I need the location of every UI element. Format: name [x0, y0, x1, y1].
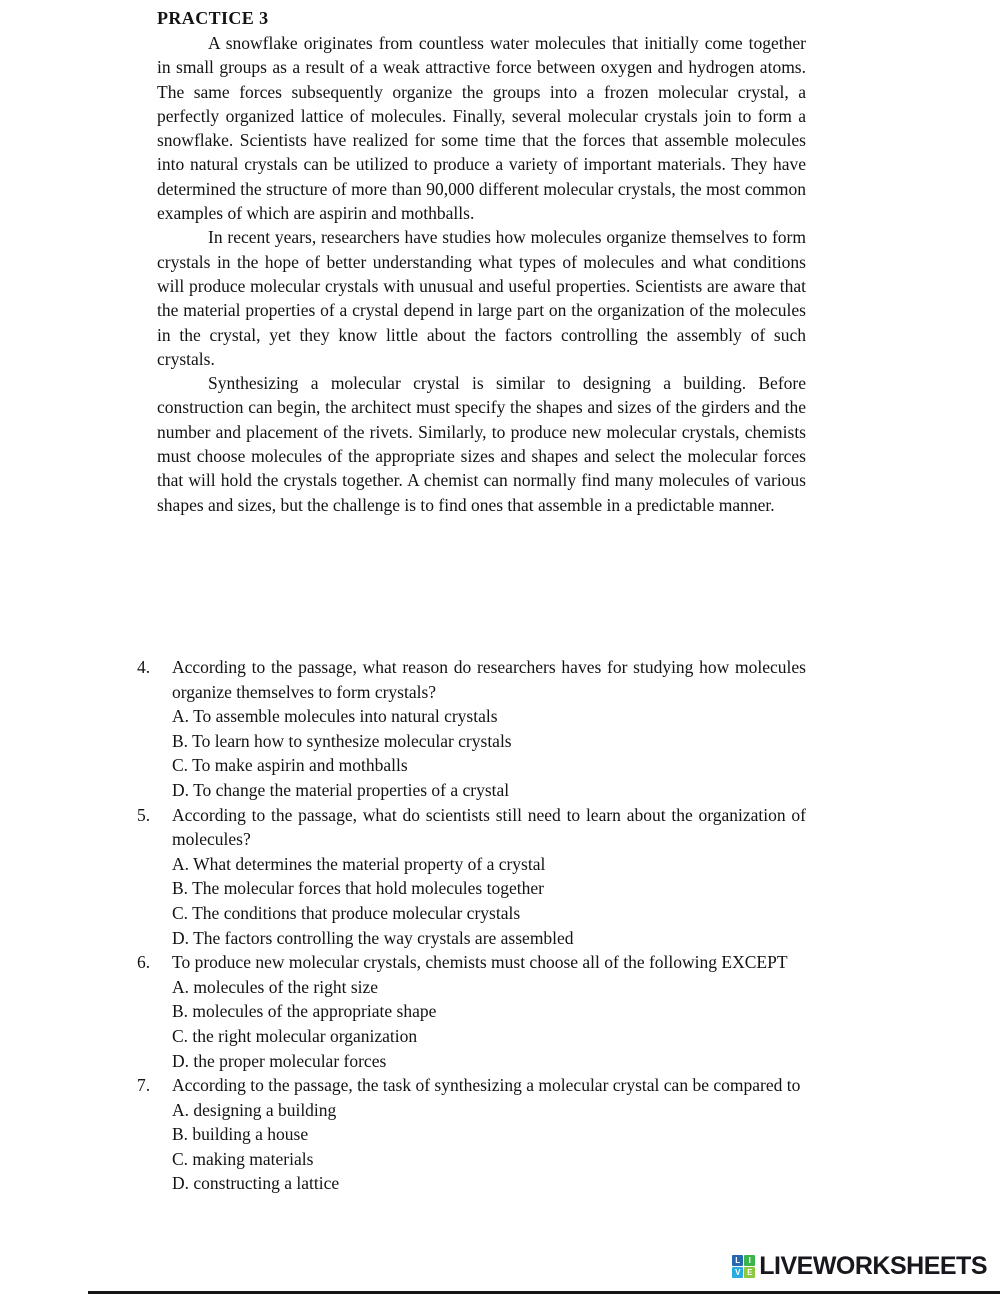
logo-tile-l: L	[732, 1255, 743, 1266]
answer-option-b[interactable]: B. The molecular forces that hold molecules together	[172, 878, 544, 899]
answer-option-c[interactable]: C. making materials	[172, 1148, 314, 1169]
question-number: 7.	[137, 1075, 151, 1096]
answer-option-c[interactable]: C. To make aspirin and mothballs	[172, 755, 408, 776]
answer-option-c[interactable]: C. The conditions that produce molecular crystals	[172, 902, 521, 923]
logo-tile-e: E	[744, 1267, 755, 1278]
answer-option-a[interactable]: A. designing a building	[172, 1099, 337, 1120]
answer-option-a[interactable]: A. molecules of the right size	[172, 976, 379, 997]
question-text: According to the passage, what do scientists still need to learn about the organization of molecules?	[172, 804, 806, 850]
answer-option-d[interactable]: D. the proper molecular forces	[172, 1050, 387, 1071]
question-number: 4.	[137, 657, 151, 677]
question-number: 5.	[137, 804, 151, 825]
question-5	[137, 803, 806, 951]
passage-paragraph-2: In recent years, researchers have studies how molecules organize themselves to form crystals in the hope of better understanding what types of molecules and what conditions will produce molecular crystals with unusual and useful properties. Scientists are aware that the material properties of a crystal depend in large part on the organization of the molecules in the crystal, yet they know little about the factors controlling the assembly of such crystals.	[157, 227, 806, 369]
answer-option-b[interactable]: B. molecules of the appropriate shape	[172, 1001, 437, 1022]
answer-option-b[interactable]: B. To learn how to synthesize molecular crystals	[172, 730, 512, 751]
logo-tile-i: I	[744, 1255, 755, 1266]
question-4	[137, 655, 806, 803]
question-6	[137, 950, 806, 1073]
questions-section	[137, 655, 806, 1196]
liveworksheets-logo-icon	[732, 1255, 755, 1278]
question-text: According to the passage, what reason do researchers haves for studying how molecules organize themselves to form crystals?	[172, 657, 806, 702]
answer-option-a[interactable]: A. What determines the material property of a crystal	[172, 853, 546, 874]
answer-option-d[interactable]: D. constructing a lattice	[172, 1173, 340, 1194]
liveworksheets-brand-text: LIVEWORKSHEETS	[759, 1252, 987, 1280]
question-text: To produce new molecular crystals, chemists must choose all of the following EXCEPT	[172, 952, 788, 973]
answer-option-c[interactable]: C. the right molecular organization	[172, 1025, 418, 1046]
question-number: 6.	[137, 952, 151, 973]
passage-title: PRACTICE 3	[157, 8, 269, 28]
answer-option-d[interactable]: D. The factors controlling the way crystals are assembled	[172, 927, 574, 948]
passage-paragraph-3: Synthesizing a molecular crystal is similar to designing a building. Before construction can begin, the architect must specify the shapes and sizes of the girders and the number and placement of the rivets. Similarly, to produce new molecular crystals, chemists must choose molecules of the appropriate sizes and shapes and select the molecular forces that will hold the crystals together. A chemist can normally find many molecules of various shapes and sizes, but the challenge is to find ones that assemble in a predictable manner.	[157, 373, 806, 515]
logo-tile-v: V	[732, 1267, 743, 1278]
liveworksheets-footer[interactable]	[732, 1252, 987, 1281]
reading-passage	[157, 8, 806, 517]
answer-option-b[interactable]: B. building a house	[172, 1124, 309, 1145]
passage-paragraph-1: A snowflake originates from countless water molecules that initially come together in small groups as a result of a weak attractive force between oxygen and hydrogen atoms. The same forces subsequently organize the groups into a frozen molecular crystal, a perfectly organized lattice of molecules. Finally, several molecular crystals join to form a snowflake. Scientists have realized for some time that the forces that assemble molecules into natural crystals can be utilized to produce a variety of important materials. They have determined the structure of more than 90,000 different molecular crystals, the most common examples of which are aspirin and mothballs.	[157, 33, 806, 224]
answer-option-d[interactable]: D. To change the material properties of a crystal	[172, 779, 510, 800]
question-7	[137, 1073, 806, 1196]
answer-option-a[interactable]: A. To assemble molecules into natural crystals	[172, 706, 498, 727]
question-text: According to the passage, the task of synthesizing a molecular crystal can be compared to	[172, 1075, 801, 1096]
